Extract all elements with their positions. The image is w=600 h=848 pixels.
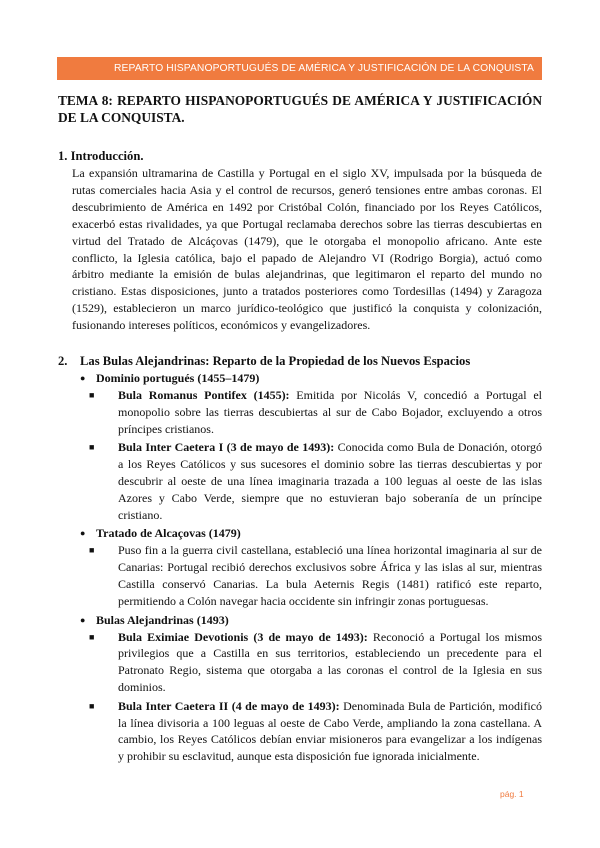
sub-list — [89, 387, 542, 523]
item-term: Bula Inter Caetera I (3 de mayo de 1493): — [118, 440, 335, 455]
header-banner: REPARTO HISPANOPORTUGUÉS DE AMÉRICA Y JUSTIFICACIÓN DE LA CONQUISTA — [57, 57, 542, 80]
bullet-dot-icon: ● — [80, 373, 86, 384]
list-item — [58, 542, 542, 609]
item-term: Bula Inter Caetera II (4 de mayo de 1493): — [118, 698, 340, 713]
bullet-square-icon: ■ — [89, 545, 95, 556]
section-heading-introduccion: 1. Introducción. — [58, 149, 144, 163]
list-item — [58, 387, 542, 437]
intro-paragraph: La expansión ultramarina de Castilla y Portugal en el siglo XV, impulsada por la búsqueda de rutas comerciales hacia Asia y el control de recursos, generó tensiones entre ambas coronas. El descubrimiento de América en 1492 por Cristóbal Colón, financiado por los Reyes Católicos, exacerbó estas rivalidades, ya que Portugal reclamaba derechos sobre las tierras descubiertas en virtud del Tratado de Alcáçovas (1479), que le otorgaba el monopolio africano. Ante este conflicto, la Iglesia católica, bajo el papado de Alejandro VI (Rodrigo Borgia), actuó como árbitro mediante la emisión de bulas alejandrinas, que legitimaron el reparto del mundo no cristiano. Estas disposiciones, junto a tratados posteriores como Tordesillas (1494) y Zaragoza (1529), establecieron un marco jurídico-teológico que justificó la conquista y colonización, fusionando intereses políticos, económicos y evangelizadores. — [72, 166, 542, 333]
item-text: Denominada Bula de Partición, modificó la línea divisoria a 100 leguas al oeste de Cabo Verde, ampliando la zona castellana. A cambio, los Reyes Católicos debían enviar misioneros para evangelizar a los indígenas y prohibir su esclavitud, aunque esta disposición fue ignorada inicialmente. — [118, 698, 542, 764]
sub-list — [89, 542, 542, 609]
topic-title: Dominio portugués (1455–1479) — [96, 371, 260, 386]
bullet-dot-icon: ● — [80, 614, 86, 625]
topic-list — [58, 370, 542, 765]
document-body — [58, 92, 542, 767]
item-text: Conocida como Bula de Donación, otorgó a los Reyes Católicos y sus sucesores el dominio sobre las tierras descubiertas y por descubrir al oeste de una línea imaginaria trazada a 100 leguas al oeste de las islas Azores y Cabo Verde, siempre que no estuvieran bajo soberanía de un príncipe cristiano. — [118, 440, 542, 522]
bullet-square-icon: ■ — [89, 700, 95, 711]
list-item — [58, 629, 542, 696]
item-text: Emitida por Nicolás V, concedió a Portugal el monopolio sobre las tierras descubiertas al sur de Cabo Bojador, excluyendo a otros príncipes cristianos. — [118, 388, 542, 436]
item-term: Bula Eximiae Devotionis (3 de mayo de 1493): — [118, 629, 368, 644]
list-item — [58, 698, 542, 765]
bullet-square-icon: ■ — [89, 631, 95, 642]
list-item — [58, 525, 542, 609]
item-text: Puso fin a la guerra civil castellana, estableció una línea horizontal imaginaria al sur de Canarias: Portugal recibió derechos exclusivos sobre África y las islas al sur, mientras Castilla conservó Canarias. La bula Aeternis Regis (1481) ratificó este reparto, permitiendo a Colón navegar hacia occidente sin infringir zonas portuguesas. — [118, 543, 542, 608]
section-heading-text: Las Bulas Alejandrinas: Reparto de la Propiedad de los Nuevos Espacios — [80, 354, 471, 369]
topic-title: Tratado de Alcaçovas (1479) — [96, 526, 241, 541]
item-term: Bula Romanus Pontifex (1455): — [118, 388, 290, 403]
list-item — [58, 612, 542, 765]
bullet-square-icon: ■ — [89, 390, 95, 401]
topic-title: Bulas Alejandrinas (1493) — [96, 612, 229, 627]
section-heading-bulas — [58, 353, 542, 369]
list-item — [58, 370, 542, 523]
section-number: 2. — [58, 354, 68, 369]
bullet-dot-icon: ● — [80, 528, 86, 539]
page-title: TEMA 8: REPARTO HISPANOPORTUGUÉS DE AMÉRICA Y JUSTIFICACIÓN DE LA CONQUISTA. — [58, 93, 542, 125]
bullet-square-icon: ■ — [89, 442, 95, 453]
sub-list — [89, 629, 542, 765]
list-item — [58, 439, 542, 523]
page-number: pág. 1 — [500, 789, 524, 799]
item-text: Reconoció a Portugal los mismos privilegios que a Castilla en sus territorios, estableciendo un precedente para el Patronato Regio, sistema que otorgaba a las coronas el control de la Iglesia en sus dominios. — [118, 629, 542, 695]
